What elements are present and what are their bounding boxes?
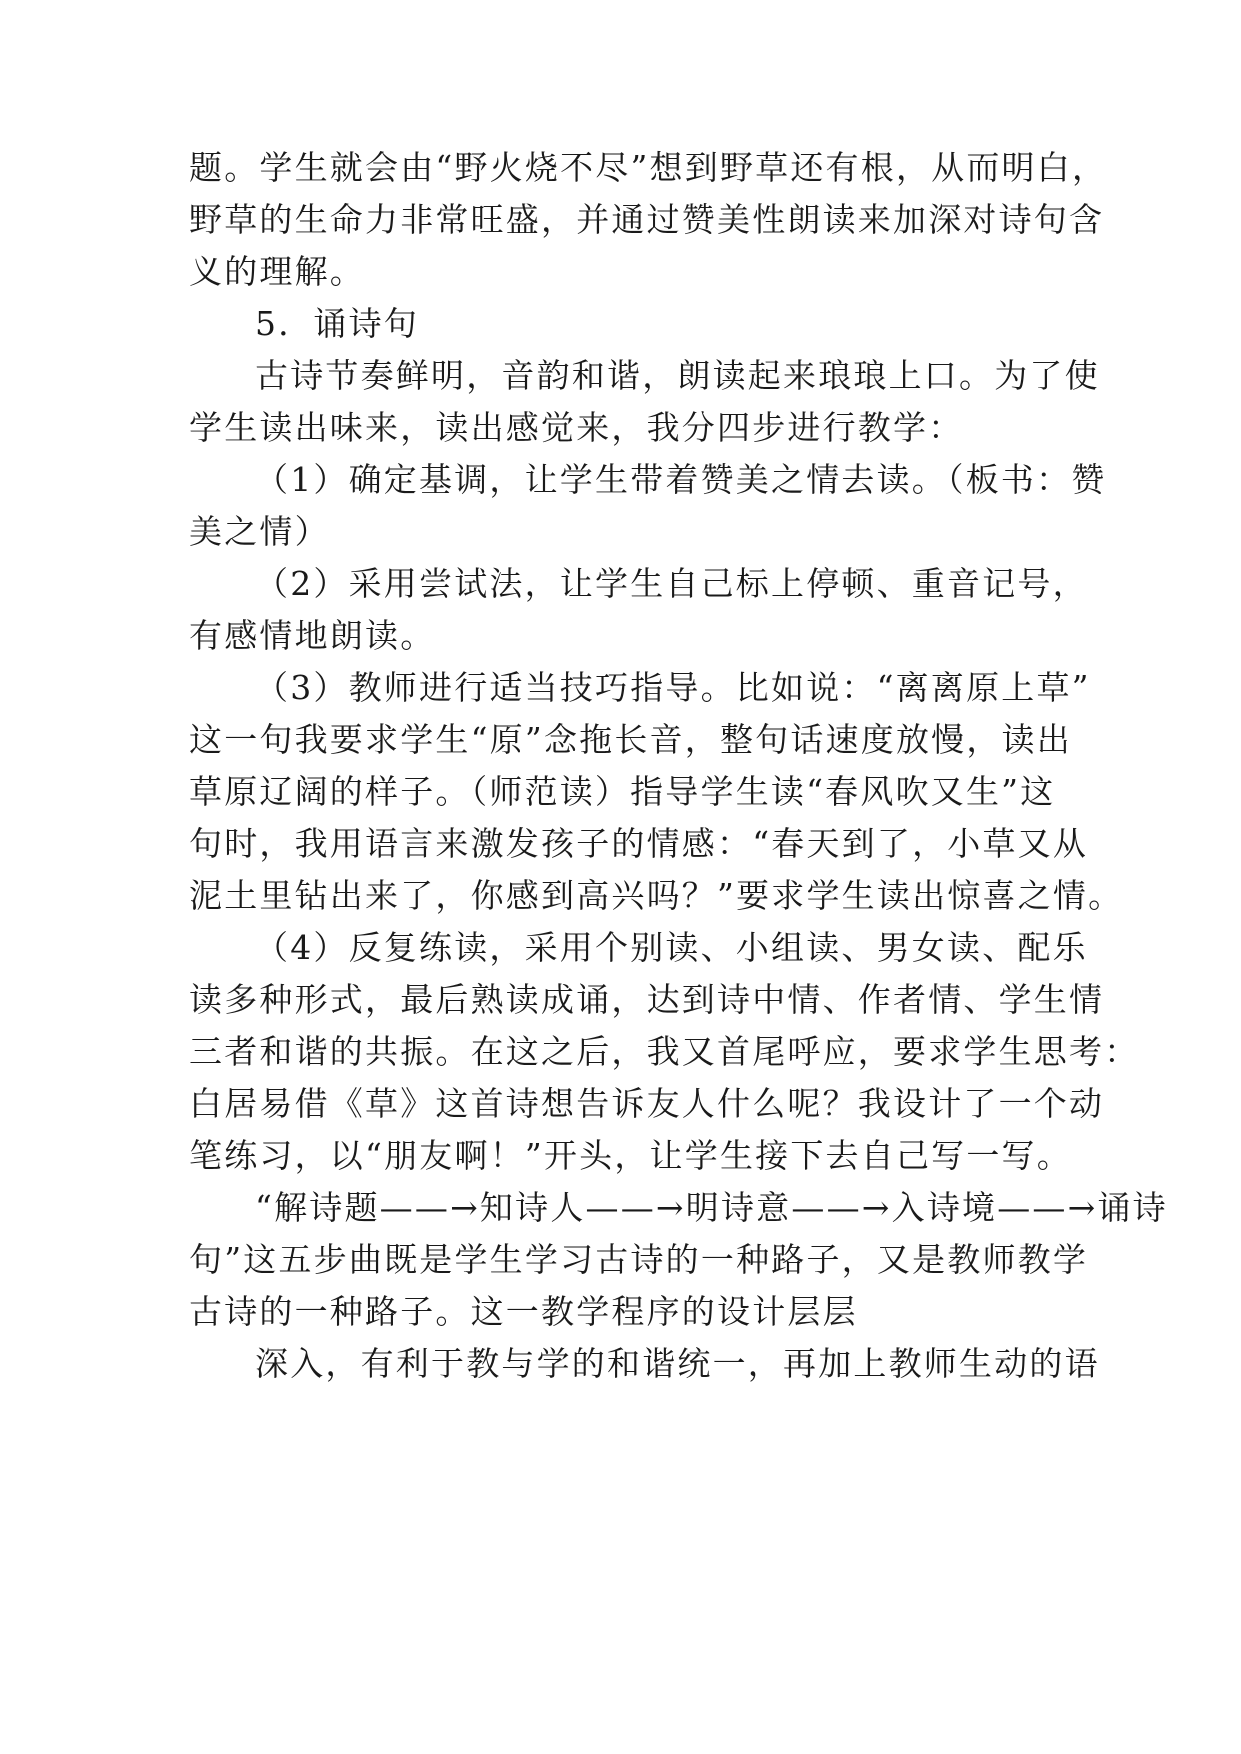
text-line: （4）反复练读，采用个别读、小组读、男女读、配乐 [255, 928, 1088, 967]
text-line: 古诗的一种路子。这一教学程序的设计层层 [189, 1292, 858, 1331]
text-line: 题。学生就会由“野火烧不尽”想到野草还有根，从而明白， [189, 148, 1108, 187]
text-line: 笔练习，以“朋友啊！”开头，让学生接下去自己写一写。 [189, 1136, 1072, 1175]
text-line: 义的理解。 [189, 252, 365, 291]
text-line: 白居易借《草》这首诗想告诉友人什么呢？我设计了一个动 [189, 1084, 1105, 1123]
text-line: 三者和谐的共振。在这之后，我又首尾呼应，要求学生思考： [189, 1032, 1140, 1071]
text-line: 野草的生命力非常旺盛，并通过赞美性朗读来加深对诗句含 [189, 200, 1105, 239]
text-line: “解诗题——→知诗人——→明诗意——→入诗境——→诵诗 [255, 1188, 1168, 1227]
text-line: 草原辽阔的样子。（师范读）指导学生读“春风吹又生”这 [189, 772, 1056, 811]
text-line: 泥土里钻出来了，你感到高兴吗？”要求学生读出惊喜之情。 [189, 876, 1124, 915]
text-line: 读多种形式，最后熟读成诵，达到诗中情、作者情、学生情 [189, 980, 1105, 1019]
text-line: 有感情地朗读。 [189, 616, 436, 655]
text-line: （3）教师进行适当技巧指导。比如说：“离离原上草” [255, 668, 1091, 707]
text-line: （2）采用尝试法，让学生自己标上停顿、重音记号， [255, 564, 1088, 603]
text-line: 学生读出味来，读出感觉来，我分四步进行教学： [189, 408, 964, 447]
text-line: 这一句我要求学生“原”念拖长音，整句话速度放慢，读出 [189, 720, 1072, 759]
text-line: 句”这五步曲既是学生学习古诗的一种路子，又是教师教学 [189, 1240, 1089, 1279]
text-line: 句时，我用语言来激发孩子的情感：“春天到了，小草又从 [189, 824, 1089, 863]
section-heading: 5．诵诗句 [255, 304, 419, 343]
text-line: 古诗节奏鲜明，音韵和谐，朗读起来琅琅上口。为了使 [255, 356, 1100, 395]
text-line: 深入，有利于教与学的和谐统一，再加上教师生动的语 [255, 1344, 1100, 1383]
text-line: （1）确定基调，让学生带着赞美之情去读。（板书：赞 [255, 460, 1107, 499]
text-line: 美之情） [189, 512, 330, 551]
